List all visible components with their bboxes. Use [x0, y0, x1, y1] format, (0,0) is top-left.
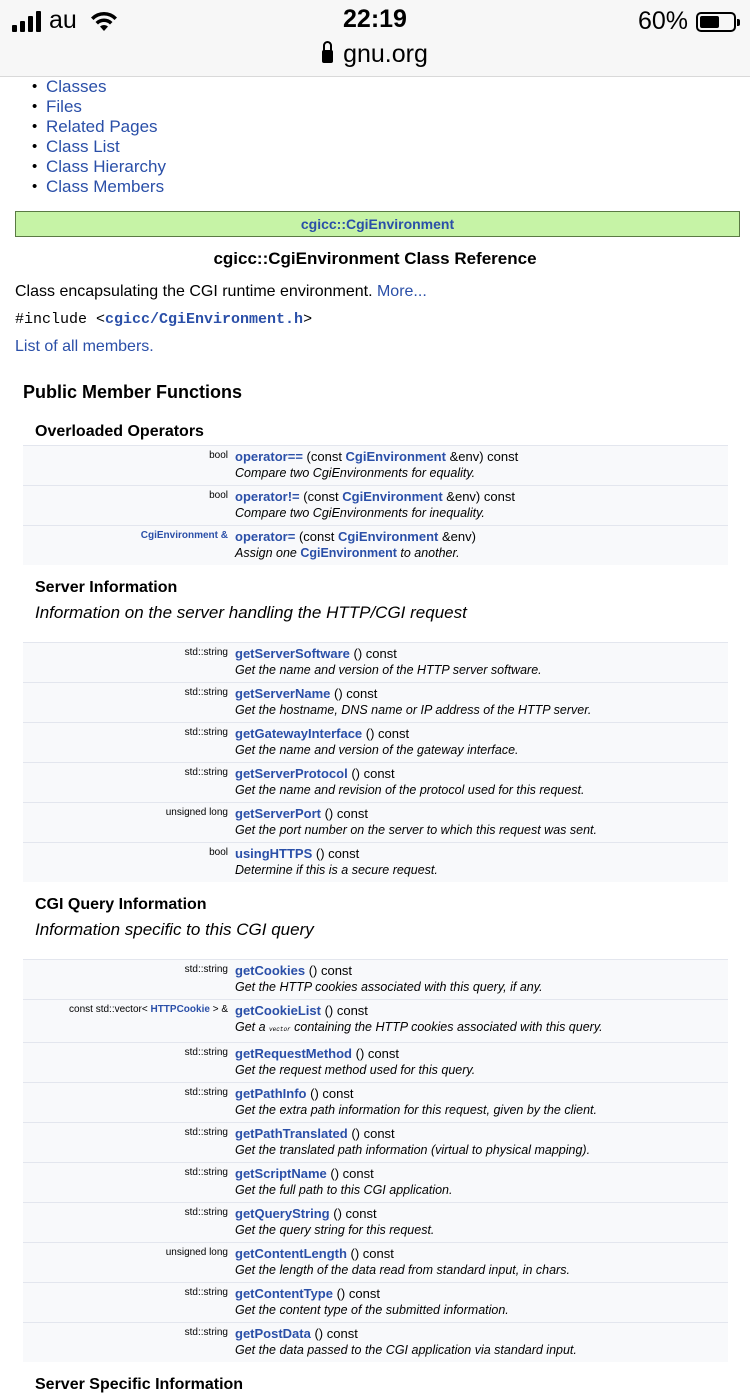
desc-code: vector [269, 1026, 291, 1033]
function-signature [235, 1123, 728, 1143]
function-link[interactable]: getPostData [235, 1326, 311, 1341]
member-row [23, 1243, 728, 1263]
desc-text: to another. [396, 546, 460, 560]
function-signature [235, 763, 728, 783]
carrier-label: au [49, 6, 77, 34]
return-type [23, 446, 235, 466]
return-type-text: bool [209, 847, 228, 858]
signature-text: (const [295, 529, 338, 544]
function-signature [235, 1083, 728, 1103]
group-desc-server-info: Information on the server handling the HTTP/CGI request [35, 603, 467, 622]
desc-text: Get the extra path information for this request, given by the client. [235, 1103, 597, 1117]
nav-link[interactable]: Class Members [46, 177, 165, 196]
desc-spacer [23, 1182, 235, 1203]
desc-text: Get the name and version of the HTTP server software. [235, 663, 542, 677]
nav-path [15, 211, 740, 237]
member-desc-row [23, 1142, 728, 1163]
group-heading-server-specific: Server Specific Information [35, 1376, 244, 1393]
return-type-text: std::string [184, 1087, 228, 1098]
function-link[interactable]: getCookieList [235, 1003, 321, 1018]
url-text: gnu.org [343, 40, 428, 68]
desc-text: Determine if this is a secure request. [235, 863, 438, 877]
member-desc-row [23, 1262, 728, 1283]
desc-link[interactable]: CgiEnvironment [300, 546, 397, 560]
server-info-table [23, 642, 728, 882]
type-link[interactable]: CgiEnvironment [345, 449, 446, 464]
member-desc-row [23, 1302, 728, 1323]
group-desc-cgi-query: Information specific to this CGI query [35, 920, 314, 939]
function-signature [235, 843, 728, 863]
desc-spacer [23, 545, 235, 565]
member-description [235, 782, 728, 803]
function-signature [235, 1163, 728, 1183]
return-type [23, 643, 235, 663]
desc-spacer [23, 1142, 235, 1163]
nav-item-class-hierarchy[interactable] [32, 157, 750, 177]
signature-text: () const [312, 846, 360, 861]
desc-text: Get the port number on the server to which this request was sent. [235, 823, 597, 837]
return-type-text: unsigned long [165, 807, 228, 818]
desc-spacer [23, 1342, 235, 1362]
member-row [23, 1000, 728, 1020]
nav-link[interactable]: Related Pages [46, 117, 158, 136]
member-description [235, 545, 728, 565]
member-description [235, 1062, 728, 1083]
return-type [23, 803, 235, 823]
return-type-text: bool [209, 450, 228, 461]
function-signature [235, 526, 728, 546]
member-desc-row [23, 505, 728, 526]
signature-text: (const [299, 489, 343, 504]
signature-text: () const [320, 806, 368, 821]
function-link[interactable]: getGatewayInterface [235, 726, 363, 741]
return-type [23, 683, 235, 703]
nav-item-class-list[interactable] [32, 137, 750, 157]
function-signature [235, 643, 728, 663]
return-type [23, 1203, 235, 1223]
return-type [23, 1000, 235, 1020]
lock-icon [322, 50, 333, 63]
function-signature [235, 960, 728, 980]
desc-spacer [23, 1102, 235, 1123]
desc-text: Get the translated path information (virtual to physical mapping). [235, 1143, 591, 1157]
function-signature [235, 1000, 728, 1020]
return-type-text: std::string [184, 1287, 228, 1298]
desc-spacer [23, 862, 235, 882]
return-type-text: std::string [184, 1047, 228, 1058]
desc-spacer [23, 1062, 235, 1083]
desc-spacer [23, 662, 235, 683]
nav-item-classes[interactable] [32, 77, 750, 97]
return-type-text: bool [209, 490, 228, 501]
member-desc-row [23, 1102, 728, 1123]
return-type-text: unsigned long [165, 1247, 228, 1258]
return-type [23, 763, 235, 783]
member-row [23, 723, 728, 743]
return-type-link[interactable]: CgiEnvironment & [140, 530, 228, 541]
return-type [23, 1283, 235, 1303]
operators-table [23, 445, 728, 565]
desc-spacer [23, 822, 235, 843]
group-heading-server-info: Server Information [35, 579, 178, 596]
return-type-text: std::string [184, 687, 228, 698]
desc-spacer [23, 465, 235, 486]
signature-text: () const [310, 1326, 358, 1341]
member-row [23, 763, 728, 783]
return-type [23, 1123, 235, 1143]
include-file-link[interactable]: cgicc/CgiEnvironment.h [105, 311, 304, 328]
return-type-text: std::string [184, 964, 228, 975]
return-type [23, 960, 235, 980]
desc-text: Compare two CgiEnvironments for equality. [235, 466, 476, 480]
type-link[interactable]: CgiEnvironment [342, 489, 443, 504]
include-line [15, 311, 750, 328]
nav-item-related-pages[interactable] [32, 117, 750, 137]
return-type-text: std::string [184, 1207, 228, 1218]
member-row [23, 1203, 728, 1223]
desc-text: Get the query string for this request. [235, 1223, 435, 1237]
return-type-text: std::string [184, 1327, 228, 1338]
status-time: 22:19 [343, 5, 407, 33]
member-description [235, 702, 728, 723]
signature-text: &env) const [442, 489, 515, 504]
brief-text: Class encapsulating the CGI runtime environment. [15, 283, 373, 300]
member-row [23, 486, 728, 506]
member-row [23, 1083, 728, 1103]
desc-spacer [23, 1222, 235, 1243]
nav-item-class-members[interactable] [32, 177, 750, 197]
signature-text: () const [332, 1286, 380, 1301]
desc-text: Get a [235, 1020, 270, 1034]
signature-text: () const [305, 963, 353, 978]
member-desc-row [23, 662, 728, 683]
member-row [23, 1043, 728, 1063]
signature-text: () const [329, 1206, 377, 1221]
return-type [23, 1083, 235, 1103]
signature-text: () const [346, 1246, 394, 1261]
function-link[interactable]: operator= [235, 529, 296, 544]
function-link[interactable]: getRequestMethod [235, 1046, 352, 1061]
signature-text: () const [326, 1166, 374, 1181]
nav-link[interactable]: Files [46, 97, 82, 116]
desc-text: Get the hostname, DNS name or IP address of the HTTP server. [235, 703, 592, 717]
signature-text: () const [347, 766, 395, 781]
member-description [235, 1262, 728, 1283]
cgi-query-table [23, 959, 728, 1362]
member-description [235, 822, 728, 843]
return-type-text: std::string [184, 1167, 228, 1178]
include-suffix: > [303, 311, 313, 328]
function-link[interactable]: getContentType [235, 1286, 333, 1301]
member-description [235, 505, 728, 526]
function-link[interactable]: usingHTTPS [235, 846, 313, 861]
member-desc-row [23, 979, 728, 1000]
desc-text: Compare two CgiEnvironments for inequality. [235, 506, 485, 520]
member-row [23, 643, 728, 663]
member-description [235, 1302, 728, 1323]
signature-text: () const [306, 1086, 354, 1101]
function-link[interactable]: getScriptName [235, 1166, 327, 1181]
signature-text: () const [349, 646, 397, 661]
return-type [23, 1323, 235, 1343]
function-link[interactable]: getServerProtocol [235, 766, 348, 781]
signature-text: &env) [438, 529, 476, 544]
return-type-suffix: > & [209, 1004, 228, 1015]
function-signature [235, 446, 728, 466]
class-brief [15, 283, 750, 301]
desc-text: Get the length of the data read from standard input, in chars. [235, 1263, 570, 1277]
member-description [235, 1142, 728, 1163]
signature-text: () const [352, 1046, 399, 1061]
return-type-prefix: const std::vector< [69, 1004, 151, 1015]
page-title: cgicc::CgiEnvironment Class Reference [213, 249, 537, 268]
function-signature [235, 803, 728, 823]
return-type [23, 1043, 235, 1063]
member-description [235, 1342, 728, 1362]
signature-text: () const [362, 726, 410, 741]
member-desc-row [23, 1062, 728, 1083]
member-desc-row [23, 702, 728, 723]
function-link[interactable]: getCookies [235, 963, 306, 978]
desc-spacer [23, 979, 235, 1000]
member-desc-row [23, 822, 728, 843]
group-heading-operators: Overloaded Operators [35, 423, 204, 440]
member-desc-row [23, 1182, 728, 1203]
function-link[interactable]: getServerName [235, 686, 331, 701]
nav-secondary [0, 137, 750, 197]
member-desc-row [23, 1222, 728, 1243]
return-type [23, 723, 235, 743]
return-type [23, 1243, 235, 1263]
member-description [235, 979, 728, 1000]
all-members-link[interactable]: List of all members. [15, 338, 154, 355]
nav-link[interactable]: Class List [46, 137, 120, 156]
nav-link[interactable]: Classes [46, 77, 107, 96]
member-description [235, 742, 728, 763]
desc-spacer [23, 505, 235, 526]
desc-text: Get the content type of the submitted information. [235, 1303, 509, 1317]
return-type-link[interactable]: HTTPCookie [150, 1004, 210, 1015]
member-row [23, 1123, 728, 1143]
member-desc-row [23, 742, 728, 763]
member-row [23, 843, 728, 863]
desc-text: Get the name and version of the gateway interface. [235, 743, 519, 757]
nav-link[interactable]: Class Hierarchy [46, 157, 166, 176]
member-desc-row [23, 862, 728, 882]
member-row [23, 446, 728, 466]
function-link[interactable]: getQueryString [235, 1206, 330, 1221]
desc-text: Get the request method used for this query. [235, 1063, 476, 1077]
member-row [23, 526, 728, 546]
member-description [235, 465, 728, 486]
function-link[interactable]: getServerSoftware [235, 646, 350, 661]
return-type-text: std::string [184, 647, 228, 658]
member-description [235, 1019, 728, 1043]
more-link[interactable]: More... [376, 283, 427, 300]
desc-text: Get the full path to this CGI application. [235, 1183, 453, 1197]
desc-spacer [23, 1019, 235, 1043]
member-description [235, 662, 728, 683]
status-right [638, 7, 736, 36]
member-row [23, 1283, 728, 1303]
section-heading-public-functions: Public Member Functions [23, 382, 243, 402]
member-row [23, 1323, 728, 1343]
return-type-text: std::string [184, 1127, 228, 1138]
function-link[interactable]: operator!= [235, 489, 300, 504]
member-description [235, 862, 728, 882]
function-signature [235, 723, 728, 743]
function-signature [235, 1043, 728, 1063]
return-type-text: std::string [184, 727, 228, 738]
signature-text: (const [302, 449, 346, 464]
nav-primary [0, 77, 750, 137]
return-type [23, 843, 235, 863]
function-signature [235, 486, 728, 506]
include-prefix: #include < [15, 311, 106, 328]
function-link[interactable]: getServerPort [235, 806, 321, 821]
function-link[interactable]: getContentLength [235, 1246, 347, 1261]
desc-spacer [23, 742, 235, 763]
member-description [235, 1222, 728, 1243]
battery-icon [696, 12, 736, 32]
group-heading-cgi-query: CGI Query Information [35, 896, 207, 913]
member-description [235, 1182, 728, 1203]
return-type [23, 526, 235, 546]
signature-text: &env) const [445, 449, 519, 464]
all-members [15, 338, 750, 356]
signature-text: () const [347, 1126, 395, 1141]
desc-spacer [23, 1302, 235, 1323]
return-type [23, 486, 235, 506]
function-signature [235, 683, 728, 703]
member-desc-row [23, 1019, 728, 1043]
return-type-text: std::string [184, 767, 228, 778]
member-row [23, 1163, 728, 1183]
type-link[interactable]: CgiEnvironment [337, 529, 439, 544]
function-signature [235, 1243, 728, 1263]
function-link[interactable]: operator== [235, 449, 303, 464]
desc-text: Get the name and revision of the protocol used for this request. [235, 783, 585, 797]
nav-path-link[interactable]: cgicc::CgiEnvironment [300, 216, 455, 232]
desc-text: Get the HTTP cookies associated with this query, if any. [235, 980, 543, 994]
signature-text: () const [330, 686, 378, 701]
function-signature [235, 1283, 728, 1303]
desc-text: Assign one [235, 546, 301, 560]
member-row [23, 960, 728, 980]
member-row [23, 683, 728, 703]
member-description [235, 1102, 728, 1123]
address-bar[interactable] [0, 40, 750, 69]
battery-percent: 60% [637, 7, 688, 35]
return-type [23, 1163, 235, 1183]
member-desc-row [23, 545, 728, 565]
function-link[interactable]: getPathTranslated [235, 1126, 348, 1141]
battery-fill [700, 16, 719, 28]
signature-text: () const [320, 1003, 368, 1018]
member-desc-row [23, 465, 728, 486]
desc-spacer [23, 1262, 235, 1283]
nav-item-files[interactable] [32, 97, 750, 117]
function-link[interactable]: getPathInfo [235, 1086, 307, 1101]
status-bar [0, 0, 750, 77]
function-signature [235, 1323, 728, 1343]
desc-text: Get the data passed to the CGI application via standard input. [235, 1343, 577, 1357]
function-signature [235, 1203, 728, 1223]
member-row [23, 803, 728, 823]
member-desc-row [23, 1342, 728, 1362]
desc-text: containing the HTTP cookies associated with this query. [290, 1020, 603, 1034]
desc-spacer [23, 782, 235, 803]
member-desc-row [23, 782, 728, 803]
desc-spacer [23, 702, 235, 723]
